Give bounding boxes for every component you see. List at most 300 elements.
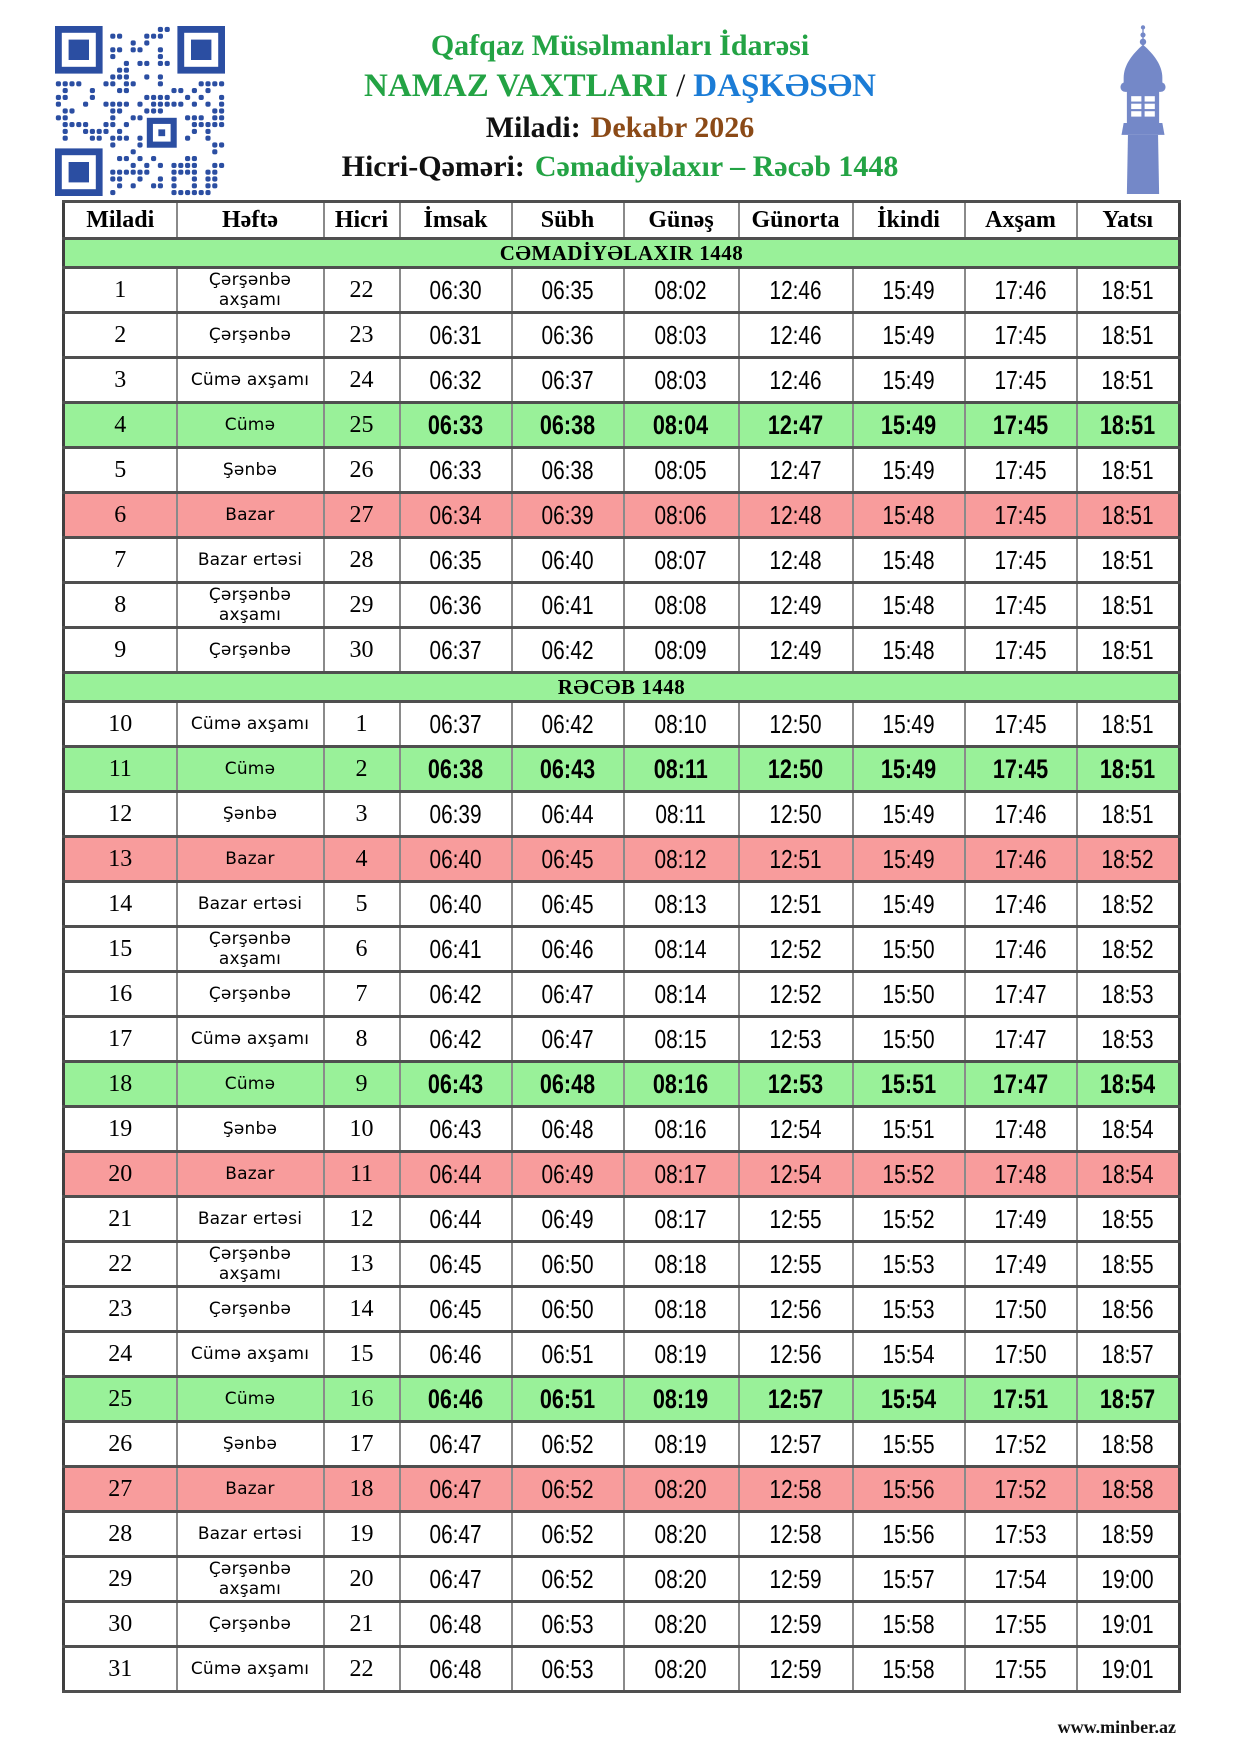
cell-weekday: Bazar xyxy=(177,493,324,538)
cell-imsak: 06:33 xyxy=(400,448,512,493)
cell-ikindi: 15:49 xyxy=(853,747,965,792)
page-title-main: NAMAZ VAXTLARI xyxy=(364,68,669,104)
cell-weekday: Cümə xyxy=(177,403,324,448)
cell-ikindi: 15:48 xyxy=(853,493,965,538)
cell-gunes: 08:10 xyxy=(624,702,739,747)
cell-subh: 06:39 xyxy=(512,493,624,538)
cell-gunorta: 12:56 xyxy=(739,1287,853,1332)
column-header-günəş: Günəş xyxy=(624,202,739,239)
cell-hicri: 27 xyxy=(324,493,400,538)
cell-ikindi: 15:55 xyxy=(853,1422,965,1467)
cell-subh: 06:41 xyxy=(512,583,624,628)
table-row xyxy=(64,628,1180,673)
cell-subh: 06:53 xyxy=(512,1602,624,1647)
cell-weekday: Bazar xyxy=(177,1467,324,1512)
cell-weekday: Cümə xyxy=(177,1062,324,1107)
cell-imsak: 06:46 xyxy=(400,1332,512,1377)
cell-gunes: 08:20 xyxy=(624,1557,739,1602)
table-row xyxy=(64,1647,1180,1692)
cell-gunorta: 12:52 xyxy=(739,972,853,1017)
cell-gunes: 08:14 xyxy=(624,927,739,972)
cell-subh: 06:53 xyxy=(512,1647,624,1692)
table-row xyxy=(64,837,1180,882)
cell-subh: 06:46 xyxy=(512,927,624,972)
cell-gunes: 08:18 xyxy=(624,1287,739,1332)
cell-subh: 06:42 xyxy=(512,628,624,673)
cell-subh: 06:52 xyxy=(512,1557,624,1602)
cell-yatsi: 18:51 xyxy=(1077,702,1180,747)
cell-hicri: 13 xyxy=(324,1242,400,1287)
cell-miladi: 22 xyxy=(64,1242,177,1287)
cell-axsam: 17:48 xyxy=(965,1107,1077,1152)
cell-subh: 06:40 xyxy=(512,538,624,583)
cell-imsak: 06:48 xyxy=(400,1647,512,1692)
section-title: CƏMADİYƏLAXIR 1448 xyxy=(64,239,1180,268)
cell-ikindi: 15:54 xyxy=(853,1377,965,1422)
cell-gunorta: 12:55 xyxy=(739,1242,853,1287)
cell-weekday: Cümə axşamı xyxy=(177,702,324,747)
cell-imsak: 06:35 xyxy=(400,538,512,583)
table-row xyxy=(64,1377,1180,1422)
cell-axsam: 17:46 xyxy=(965,882,1077,927)
column-header-i̇msak: İmsak xyxy=(400,202,512,239)
cell-yatsi: 18:51 xyxy=(1077,493,1180,538)
cell-imsak: 06:44 xyxy=(400,1152,512,1197)
cell-yatsi: 18:51 xyxy=(1077,358,1180,403)
cell-gunorta: 12:57 xyxy=(739,1377,853,1422)
cell-imsak: 06:46 xyxy=(400,1377,512,1422)
cell-gunes: 08:11 xyxy=(624,747,739,792)
cell-gunes: 08:04 xyxy=(624,403,739,448)
cell-weekday: Bazar xyxy=(177,1152,324,1197)
cell-ikindi: 15:49 xyxy=(853,837,965,882)
cell-hicri: 18 xyxy=(324,1467,400,1512)
cell-gunorta: 12:48 xyxy=(739,538,853,583)
column-header-miladi: Miladi xyxy=(64,202,177,239)
cell-gunes: 08:05 xyxy=(624,448,739,493)
cell-ikindi: 15:58 xyxy=(853,1602,965,1647)
cell-weekday: Çərşənbə axşamı xyxy=(177,1242,324,1287)
cell-gunes: 08:20 xyxy=(624,1512,739,1557)
cell-miladi: 16 xyxy=(64,972,177,1017)
cell-imsak: 06:44 xyxy=(400,1197,512,1242)
cell-weekday: Çərşənbə xyxy=(177,628,324,673)
cell-imsak: 06:31 xyxy=(400,313,512,358)
cell-miladi: 23 xyxy=(64,1287,177,1332)
cell-ikindi: 15:57 xyxy=(853,1557,965,1602)
cell-imsak: 06:41 xyxy=(400,927,512,972)
cell-imsak: 06:47 xyxy=(400,1467,512,1512)
cell-gunes: 08:09 xyxy=(624,628,739,673)
cell-hicri: 19 xyxy=(324,1512,400,1557)
cell-subh: 06:44 xyxy=(512,792,624,837)
cell-miladi: 9 xyxy=(64,628,177,673)
cell-miladi: 20 xyxy=(64,1152,177,1197)
cell-axsam: 17:55 xyxy=(965,1602,1077,1647)
cell-subh: 06:50 xyxy=(512,1242,624,1287)
prayer-table-body xyxy=(64,239,1180,1692)
column-header-günorta: Günorta xyxy=(739,202,853,239)
cell-gunes: 08:19 xyxy=(624,1377,739,1422)
table-row xyxy=(64,448,1180,493)
cell-hicri: 24 xyxy=(324,358,400,403)
cell-imsak: 06:47 xyxy=(400,1512,512,1557)
cell-gunorta: 12:59 xyxy=(739,1602,853,1647)
cell-weekday: Çərşənbə axşamı xyxy=(177,1557,324,1602)
cell-imsak: 06:40 xyxy=(400,837,512,882)
table-row xyxy=(64,747,1180,792)
column-header-sübh: Sübh xyxy=(512,202,624,239)
cell-yatsi: 18:58 xyxy=(1077,1422,1180,1467)
cell-imsak: 06:34 xyxy=(400,493,512,538)
table-row xyxy=(64,1197,1180,1242)
cell-gunorta: 12:57 xyxy=(739,1422,853,1467)
cell-gunes: 08:20 xyxy=(624,1602,739,1647)
cell-axsam: 17:45 xyxy=(965,628,1077,673)
cell-subh: 06:52 xyxy=(512,1467,624,1512)
cell-miladi: 30 xyxy=(64,1602,177,1647)
minaret-icon xyxy=(1102,22,1184,194)
cell-yatsi: 18:52 xyxy=(1077,927,1180,972)
cell-miladi: 8 xyxy=(64,583,177,628)
cell-axsam: 17:45 xyxy=(965,403,1077,448)
cell-weekday: Cümə axşamı xyxy=(177,1332,324,1377)
cell-axsam: 17:45 xyxy=(965,538,1077,583)
cell-gunorta: 12:58 xyxy=(739,1467,853,1512)
cell-gunorta: 12:50 xyxy=(739,792,853,837)
cell-subh: 06:52 xyxy=(512,1512,624,1557)
cell-miladi: 18 xyxy=(64,1062,177,1107)
cell-miladi: 25 xyxy=(64,1377,177,1422)
cell-ikindi: 15:51 xyxy=(853,1107,965,1152)
cell-weekday: Bazar ertəsi xyxy=(177,1197,324,1242)
cell-ikindi: 15:49 xyxy=(853,702,965,747)
cell-subh: 06:51 xyxy=(512,1377,624,1422)
cell-hicri: 4 xyxy=(324,837,400,882)
cell-subh: 06:51 xyxy=(512,1332,624,1377)
cell-ikindi: 15:52 xyxy=(853,1152,965,1197)
cell-gunorta: 12:51 xyxy=(739,882,853,927)
cell-axsam: 17:45 xyxy=(965,583,1077,628)
cell-gunorta: 12:52 xyxy=(739,927,853,972)
cell-gunorta: 12:58 xyxy=(739,1512,853,1557)
cell-yatsi: 18:51 xyxy=(1077,268,1180,313)
cell-axsam: 17:45 xyxy=(965,358,1077,403)
miladi-value: Dekabr 2026 xyxy=(590,110,755,144)
table-row xyxy=(64,493,1180,538)
cell-hicri: 7 xyxy=(324,972,400,1017)
cell-gunorta: 12:51 xyxy=(739,837,853,882)
cell-yatsi: 19:01 xyxy=(1077,1647,1180,1692)
cell-hicri: 29 xyxy=(324,583,400,628)
cell-axsam: 17:50 xyxy=(965,1287,1077,1332)
cell-weekday: Çərşənbə axşamı xyxy=(177,268,324,313)
column-header-hicri: Hicri xyxy=(324,202,400,239)
cell-hicri: 22 xyxy=(324,268,400,313)
cell-yatsi: 18:51 xyxy=(1077,448,1180,493)
cell-yatsi: 18:54 xyxy=(1077,1062,1180,1107)
cell-yatsi: 18:58 xyxy=(1077,1467,1180,1512)
cell-miladi: 21 xyxy=(64,1197,177,1242)
table-row xyxy=(64,792,1180,837)
cell-hicri: 5 xyxy=(324,882,400,927)
cell-yatsi: 18:51 xyxy=(1077,313,1180,358)
cell-subh: 06:37 xyxy=(512,358,624,403)
cell-gunorta: 12:53 xyxy=(739,1017,853,1062)
table-row xyxy=(64,1152,1180,1197)
table-row xyxy=(64,1017,1180,1062)
cell-weekday: Cümə axşamı xyxy=(177,1647,324,1692)
cell-gunes: 08:16 xyxy=(624,1107,739,1152)
cell-subh: 06:35 xyxy=(512,268,624,313)
cell-gunes: 08:19 xyxy=(624,1422,739,1467)
cell-imsak: 06:42 xyxy=(400,972,512,1017)
cell-ikindi: 15:50 xyxy=(853,927,965,972)
cell-yatsi: 18:59 xyxy=(1077,1512,1180,1557)
cell-yatsi: 18:56 xyxy=(1077,1287,1180,1332)
cell-ikindi: 15:49 xyxy=(853,792,965,837)
cell-subh: 06:47 xyxy=(512,1017,624,1062)
cell-gunorta: 12:48 xyxy=(739,493,853,538)
column-header-i̇kindi: İkindi xyxy=(853,202,965,239)
table-row xyxy=(64,972,1180,1017)
cell-imsak: 06:32 xyxy=(400,358,512,403)
cell-gunes: 08:12 xyxy=(624,837,739,882)
cell-yatsi: 18:51 xyxy=(1077,792,1180,837)
cell-gunes: 08:13 xyxy=(624,882,739,927)
cell-gunorta: 12:47 xyxy=(739,448,853,493)
cell-hicri: 14 xyxy=(324,1287,400,1332)
table-row xyxy=(64,538,1180,583)
cell-gunes: 08:06 xyxy=(624,493,739,538)
cell-hicri: 2 xyxy=(324,747,400,792)
cell-yatsi: 19:01 xyxy=(1077,1602,1180,1647)
cell-yatsi: 18:54 xyxy=(1077,1107,1180,1152)
table-row xyxy=(64,1422,1180,1467)
cell-weekday: Çərşənbə axşamı xyxy=(177,927,324,972)
cell-imsak: 06:42 xyxy=(400,1017,512,1062)
hicri-label: Hicri-Qəməri: xyxy=(341,149,525,183)
cell-subh: 06:45 xyxy=(512,837,624,882)
cell-imsak: 06:40 xyxy=(400,882,512,927)
cell-ikindi: 15:50 xyxy=(853,972,965,1017)
table-row xyxy=(64,882,1180,927)
cell-imsak: 06:43 xyxy=(400,1062,512,1107)
cell-gunes: 08:19 xyxy=(624,1332,739,1377)
cell-weekday: Bazar ertəsi xyxy=(177,538,324,583)
cell-hicri: 30 xyxy=(324,628,400,673)
cell-gunorta: 12:59 xyxy=(739,1647,853,1692)
cell-miladi: 19 xyxy=(64,1107,177,1152)
cell-weekday: Bazar ertəsi xyxy=(177,882,324,927)
cell-subh: 06:50 xyxy=(512,1287,624,1332)
cell-hicri: 3 xyxy=(324,792,400,837)
cell-imsak: 06:36 xyxy=(400,583,512,628)
cell-imsak: 06:45 xyxy=(400,1287,512,1332)
cell-yatsi: 18:51 xyxy=(1077,403,1180,448)
table-row xyxy=(64,313,1180,358)
column-header-axşam: Axşam xyxy=(965,202,1077,239)
cell-gunes: 08:03 xyxy=(624,358,739,403)
cell-miladi: 4 xyxy=(64,403,177,448)
cell-weekday: Bazar ertəsi xyxy=(177,1512,324,1557)
cell-axsam: 17:46 xyxy=(965,927,1077,972)
cell-miladi: 31 xyxy=(64,1647,177,1692)
cell-subh: 06:43 xyxy=(512,747,624,792)
cell-miladi: 13 xyxy=(64,837,177,882)
cell-gunorta: 12:46 xyxy=(739,358,853,403)
cell-ikindi: 15:48 xyxy=(853,583,965,628)
cell-yatsi: 18:57 xyxy=(1077,1377,1180,1422)
cell-gunes: 08:20 xyxy=(624,1467,739,1512)
cell-weekday: Cümə axşamı xyxy=(177,358,324,403)
cell-gunes: 08:16 xyxy=(624,1062,739,1107)
cell-weekday: Çərşənbə xyxy=(177,1602,324,1647)
cell-hicri: 11 xyxy=(324,1152,400,1197)
footer-website: www.minber.az xyxy=(1057,1717,1176,1737)
cell-miladi: 1 xyxy=(64,268,177,313)
cell-gunorta: 12:46 xyxy=(739,313,853,358)
cell-imsak: 06:45 xyxy=(400,1242,512,1287)
cell-weekday: Çərşənbə xyxy=(177,313,324,358)
cell-miladi: 15 xyxy=(64,927,177,972)
table-row xyxy=(64,1602,1180,1647)
cell-hicri: 26 xyxy=(324,448,400,493)
cell-imsak: 06:47 xyxy=(400,1557,512,1602)
cell-miladi: 12 xyxy=(64,792,177,837)
cell-axsam: 17:45 xyxy=(965,448,1077,493)
cell-yatsi: 18:55 xyxy=(1077,1242,1180,1287)
cell-subh: 06:49 xyxy=(512,1152,624,1197)
cell-subh: 06:52 xyxy=(512,1422,624,1467)
cell-miladi: 2 xyxy=(64,313,177,358)
cell-ikindi: 15:56 xyxy=(853,1467,965,1512)
table-row xyxy=(64,1467,1180,1512)
cell-subh: 06:45 xyxy=(512,882,624,927)
cell-weekday: Cümə xyxy=(177,747,324,792)
cell-gunorta: 12:56 xyxy=(739,1332,853,1377)
cell-hicri: 22 xyxy=(324,1647,400,1692)
cell-imsak: 06:37 xyxy=(400,702,512,747)
section-title: RƏCƏB 1448 xyxy=(64,673,1180,702)
cell-yatsi: 18:51 xyxy=(1077,583,1180,628)
cell-axsam: 17:45 xyxy=(965,702,1077,747)
cell-miladi: 10 xyxy=(64,702,177,747)
cell-subh: 06:49 xyxy=(512,1197,624,1242)
cell-miladi: 29 xyxy=(64,1557,177,1602)
cell-gunes: 08:15 xyxy=(624,1017,739,1062)
cell-hicri: 17 xyxy=(324,1422,400,1467)
cell-hicri: 15 xyxy=(324,1332,400,1377)
cell-weekday: Şənbə xyxy=(177,1422,324,1467)
cell-subh: 06:42 xyxy=(512,702,624,747)
cell-gunorta: 12:46 xyxy=(739,268,853,313)
cell-imsak: 06:48 xyxy=(400,1602,512,1647)
cell-axsam: 17:47 xyxy=(965,1062,1077,1107)
cell-subh: 06:48 xyxy=(512,1062,624,1107)
cell-imsak: 06:39 xyxy=(400,792,512,837)
column-header-həftə: Həftə xyxy=(177,202,324,239)
cell-yatsi: 18:51 xyxy=(1077,628,1180,673)
cell-gunes: 08:08 xyxy=(624,583,739,628)
cell-ikindi: 15:52 xyxy=(853,1197,965,1242)
section-header-row xyxy=(64,673,1180,702)
cell-axsam: 17:50 xyxy=(965,1332,1077,1377)
cell-subh: 06:38 xyxy=(512,448,624,493)
cell-imsak: 06:43 xyxy=(400,1107,512,1152)
cell-hicri: 25 xyxy=(324,403,400,448)
cell-axsam: 17:47 xyxy=(965,972,1077,1017)
cell-gunorta: 12:54 xyxy=(739,1152,853,1197)
cell-gunes: 08:18 xyxy=(624,1242,739,1287)
city-name: DAŞKƏSƏN xyxy=(693,68,876,104)
cell-gunorta: 12:55 xyxy=(739,1197,853,1242)
cell-ikindi: 15:49 xyxy=(853,313,965,358)
cell-ikindi: 15:50 xyxy=(853,1017,965,1062)
table-row xyxy=(64,583,1180,628)
cell-miladi: 11 xyxy=(64,747,177,792)
cell-hicri: 8 xyxy=(324,1017,400,1062)
table-row xyxy=(64,927,1180,972)
cell-gunes: 08:17 xyxy=(624,1197,739,1242)
table-row xyxy=(64,1242,1180,1287)
cell-hicri: 21 xyxy=(324,1602,400,1647)
cell-axsam: 17:45 xyxy=(965,313,1077,358)
table-row xyxy=(64,403,1180,448)
cell-weekday: Şənbə xyxy=(177,448,324,493)
prayer-times-table xyxy=(62,200,1181,1693)
cell-gunorta: 12:54 xyxy=(739,1107,853,1152)
cell-yatsi: 18:51 xyxy=(1077,538,1180,583)
cell-ikindi: 15:49 xyxy=(853,882,965,927)
cell-hicri: 23 xyxy=(324,313,400,358)
cell-weekday: Cümə axşamı xyxy=(177,1017,324,1062)
cell-gunorta: 12:53 xyxy=(739,1062,853,1107)
miladi-label: Miladi: xyxy=(485,110,581,144)
cell-imsak: 06:33 xyxy=(400,403,512,448)
cell-axsam: 17:46 xyxy=(965,792,1077,837)
cell-axsam: 17:47 xyxy=(965,1017,1077,1062)
cell-miladi: 5 xyxy=(64,448,177,493)
cell-gunorta: 12:59 xyxy=(739,1557,853,1602)
hicri-value: Cəmadiyəlaxır – Rəcəb 1448 xyxy=(534,149,899,183)
cell-miladi: 26 xyxy=(64,1422,177,1467)
column-header-yatsı: Yatsı xyxy=(1077,202,1180,239)
cell-miladi: 14 xyxy=(64,882,177,927)
organization-title: Qafqaz Müsəlmanları İdarəsi xyxy=(430,29,810,62)
cell-hicri: 6 xyxy=(324,927,400,972)
cell-hicri: 9 xyxy=(324,1062,400,1107)
cell-axsam: 17:53 xyxy=(965,1512,1077,1557)
cell-gunes: 08:02 xyxy=(624,268,739,313)
cell-yatsi: 18:51 xyxy=(1077,747,1180,792)
cell-axsam: 17:55 xyxy=(965,1647,1077,1692)
cell-yatsi: 18:52 xyxy=(1077,837,1180,882)
cell-ikindi: 15:53 xyxy=(853,1287,965,1332)
table-row xyxy=(64,268,1180,313)
table-row xyxy=(64,1062,1180,1107)
table-row xyxy=(64,1107,1180,1152)
cell-weekday: Şənbə xyxy=(177,1107,324,1152)
cell-gunes: 08:20 xyxy=(624,1647,739,1692)
cell-axsam: 17:49 xyxy=(965,1242,1077,1287)
cell-yatsi: 18:53 xyxy=(1077,1017,1180,1062)
cell-ikindi: 15:56 xyxy=(853,1512,965,1557)
table-row xyxy=(64,358,1180,403)
cell-yatsi: 18:57 xyxy=(1077,1332,1180,1377)
cell-weekday: Şənbə xyxy=(177,792,324,837)
cell-yatsi: 18:52 xyxy=(1077,882,1180,927)
